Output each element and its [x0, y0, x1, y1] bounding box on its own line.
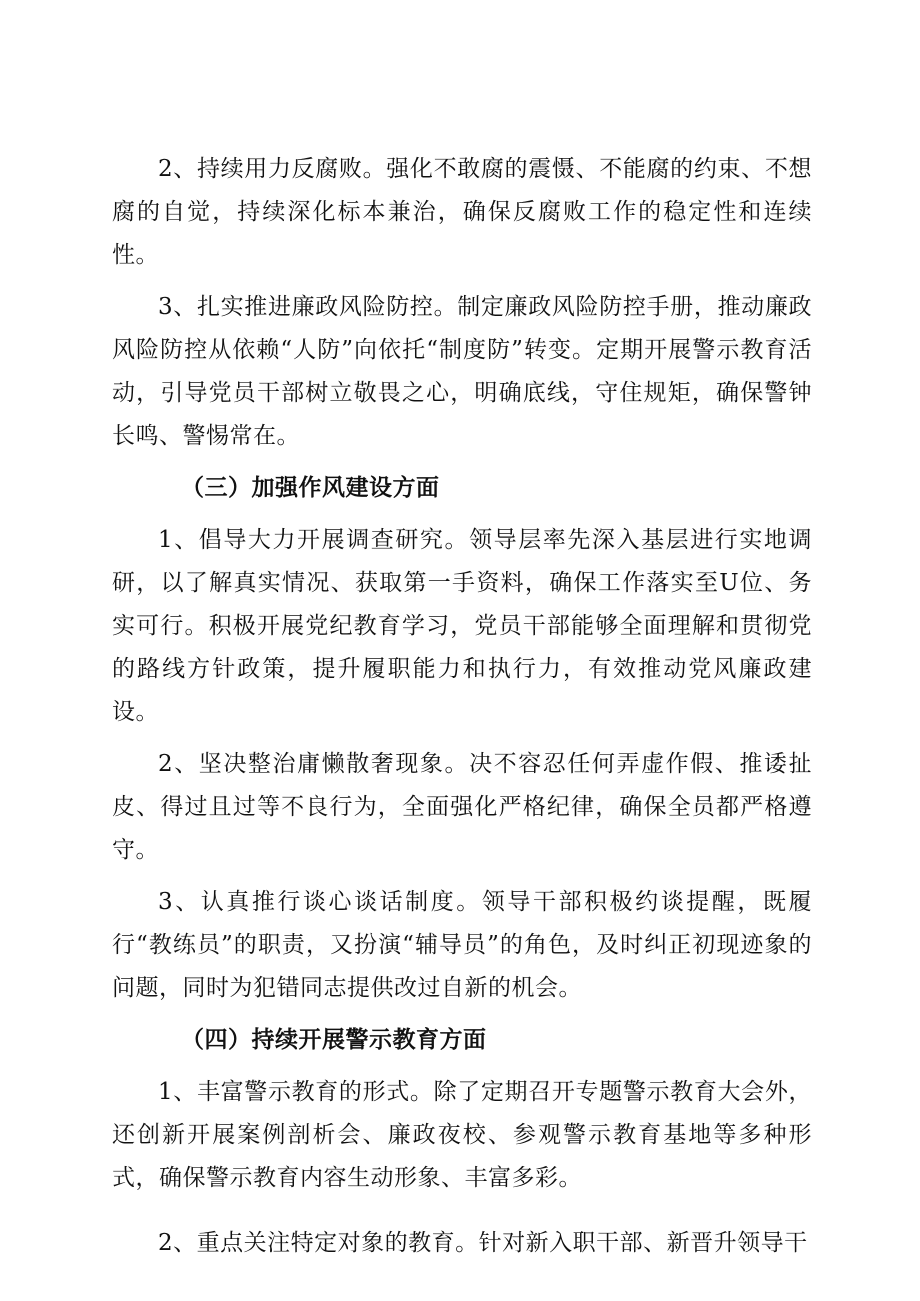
paragraph-heart-to-heart-talks: 3、认真推行谈心谈话制度。领导干部积极约谈提醒，既履行“教练员”的职责，又扮演“辅导员”的角色，及时纠正初现迹象的问题，同时为犯错同志提供改过自新的机会。: [112, 889, 812, 1001]
paragraph-anticorruption: 2、持续用力反腐败。强化不敢腐的震慑、不能腐的约束、不想腐的自觉，持续深化标本兼治，确保反腐败工作的稳定性和连续性。: [112, 156, 812, 268]
paragraph-rectify-laziness: 2、坚决整治庸懒散奢现象。决不容忍任何弄虚作假、推诿扯皮、得过且过等不良行为，全面强化严格纪律，确保全员都严格遵守。: [112, 751, 812, 863]
document-body: [112, 148, 812, 1265]
paragraph-risk-control: 3、扎实推进廉政风险防控。制定廉政风险防控手册，推动廉政风险防控从依赖“人防”向依托“制度防”转变。定期开展警示教育活动，引导党员干部树立敬畏之心，明确底线，守住规矩，确保警钟长鸣、警惕常在。: [112, 294, 812, 449]
section-heading-work-style: （三）加强作风建设方面: [181, 475, 440, 501]
section-heading-warning-education: （四）持续开展警示教育方面: [181, 1027, 487, 1053]
paragraph-specific-targets: 2、重点关注特定对象的教育。针对新入职干部、新晋升领导干: [158, 1230, 808, 1256]
paragraph-warning-forms: 1、丰富警示教育的形式。除了定期召开专题警示教育大会外，还创新开展案例剖析会、廉政夜校、参观警示教育基地等多种形式，确保警示教育内容生动形象、丰富多彩。: [112, 1079, 812, 1191]
paragraph-research: 1、倡导大力开展调查研究。领导层率先深入基层进行实地调研，以了解真实情况、获取第一手资料，确保工作落实至U位、务实可行。积极开展党纪教育学习，党员干部能够全面理解和贯彻党的路线方针政策，提升履职能力和执行力，有效推动党风廉政建设。: [112, 527, 812, 725]
